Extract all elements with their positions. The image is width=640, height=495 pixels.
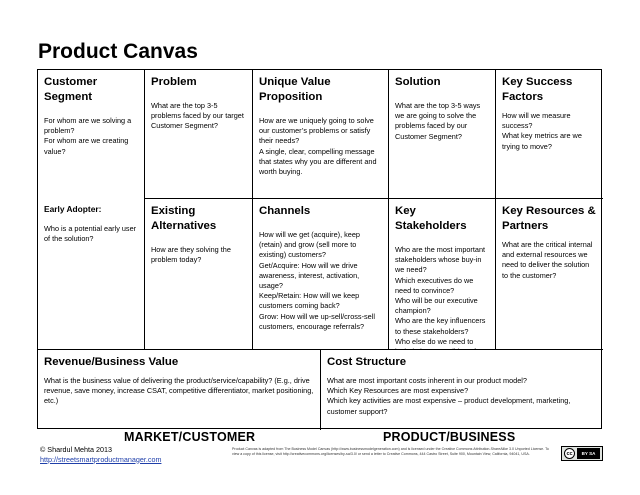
channels-title: Channels	[259, 205, 311, 217]
early-adopter-title: Early Adopter:	[44, 204, 102, 214]
customer-segment-text: For whom are we solving a problem? For whom are we creating value?	[44, 116, 132, 156]
customer-segment-cell	[38, 70, 145, 350]
key-success-factors-text: How will we measure success? What key metrics are we trying to move?	[502, 111, 582, 151]
product-canvas-grid	[37, 69, 602, 429]
channels-cell	[253, 199, 389, 350]
revenue-business-value-text: What is the business value of delivering the product/service/capability? (E.g., drive revenue, save money, increase CSAT, competitive differentiator, market positioning, etc.)	[44, 376, 314, 406]
key-stakeholders-text: Who are the most important stakeholders whose buy-in we need? Which executives do we need to convince? Who will be our executive champion? Who are the key influencers to these stakeholders? Who else do we need to	[395, 245, 486, 346]
key-resources-partners-title: Key Resources & Partners	[502, 205, 596, 232]
cost-structure-text: What are most important costs inherent in our product model? Which Key Resources are most expensive? Which key activities are most expensive – product development, marketing, customer support?	[327, 376, 571, 416]
cost-structure-title: Cost Structure	[327, 356, 407, 368]
cost-structure-cell	[321, 350, 603, 430]
problem-title: Problem	[151, 76, 197, 88]
existing-alternatives-text: How are they solving the problem today?	[151, 245, 231, 265]
customer-segment-title: Customer Segment	[44, 76, 98, 103]
early-adopter-text: Who is a potential early user of the solution?	[44, 224, 137, 244]
solution-text: What are the top 3-5 ways we are going to solve the problems faced by our Customer Segment?	[395, 101, 481, 141]
key-success-factors-cell	[496, 70, 603, 199]
problem-text: What are the top 3-5 problems faced by our target Customer Segment?	[151, 101, 244, 131]
key-stakeholders-title: Key Stakeholders	[395, 205, 467, 232]
website-link[interactable]: http://streetsmartproductmanager.com	[40, 454, 162, 464]
solution-cell	[389, 70, 496, 199]
cc-icon: cc	[564, 448, 575, 459]
creative-commons-badge[interactable]	[561, 446, 603, 461]
market-customer-label: MARKET/CUSTOMER	[124, 430, 256, 444]
solution-title: Solution	[395, 76, 441, 88]
unique-value-proposition-cell	[253, 70, 389, 199]
key-resources-partners-text: What are the critical internal and external resources we need to deliver the solution to the customer?	[502, 240, 593, 280]
existing-alternatives-cell	[145, 199, 253, 350]
revenue-business-value-cell	[38, 350, 321, 430]
license-text: Product Canvas is adapted from The Business Model Canvas (http://www.businessmodelgeneration.com) and is licensed under the Creative Commons Attribution-ShareAlike 3.0 Unported License. To view a copy of this license, visit http://creativecommons.org/licenses/by-sa/3.0/ or send a letter to Creative Commons, 444 Castro Street, Suite 900, Mountain View, California, 94041, USA.	[232, 447, 549, 457]
key-resources-partners-cell	[496, 199, 603, 350]
footer-copyright-block	[40, 445, 161, 464]
product-business-label: PRODUCT/BUSINESS	[383, 430, 516, 444]
problem-cell	[145, 70, 253, 199]
channels-text: How will we get (acquire), keep (retain) and grow (sell more to existing) customers? Get/Acquire: How will we drive awareness, interest, activation, usage? Keep/Retain: How will we keep customers coming back? Grow: How will we up-sell/cross-sell customers, encourage referrals?	[259, 230, 375, 331]
unique-value-proposition-title: Unique Value Proposition	[259, 76, 331, 103]
key-stakeholders-cell	[389, 199, 496, 350]
key-success-factors-title: Key Success Factors	[502, 76, 573, 103]
unique-value-proposition-text: How are we uniquely going to solve our customer’s problems or satisfy their needs? A single, clear, compelling message that states why you are different and worth buying.	[259, 116, 377, 177]
by-sa-label: BY SA	[577, 448, 600, 459]
page-title: Product Canvas	[38, 40, 198, 63]
revenue-business-value-title: Revenue/Business Value	[44, 356, 179, 368]
existing-alternatives-title: Existing Alternatives	[151, 205, 217, 232]
copyright-text: © Shardul Mehta 2013	[40, 445, 113, 454]
